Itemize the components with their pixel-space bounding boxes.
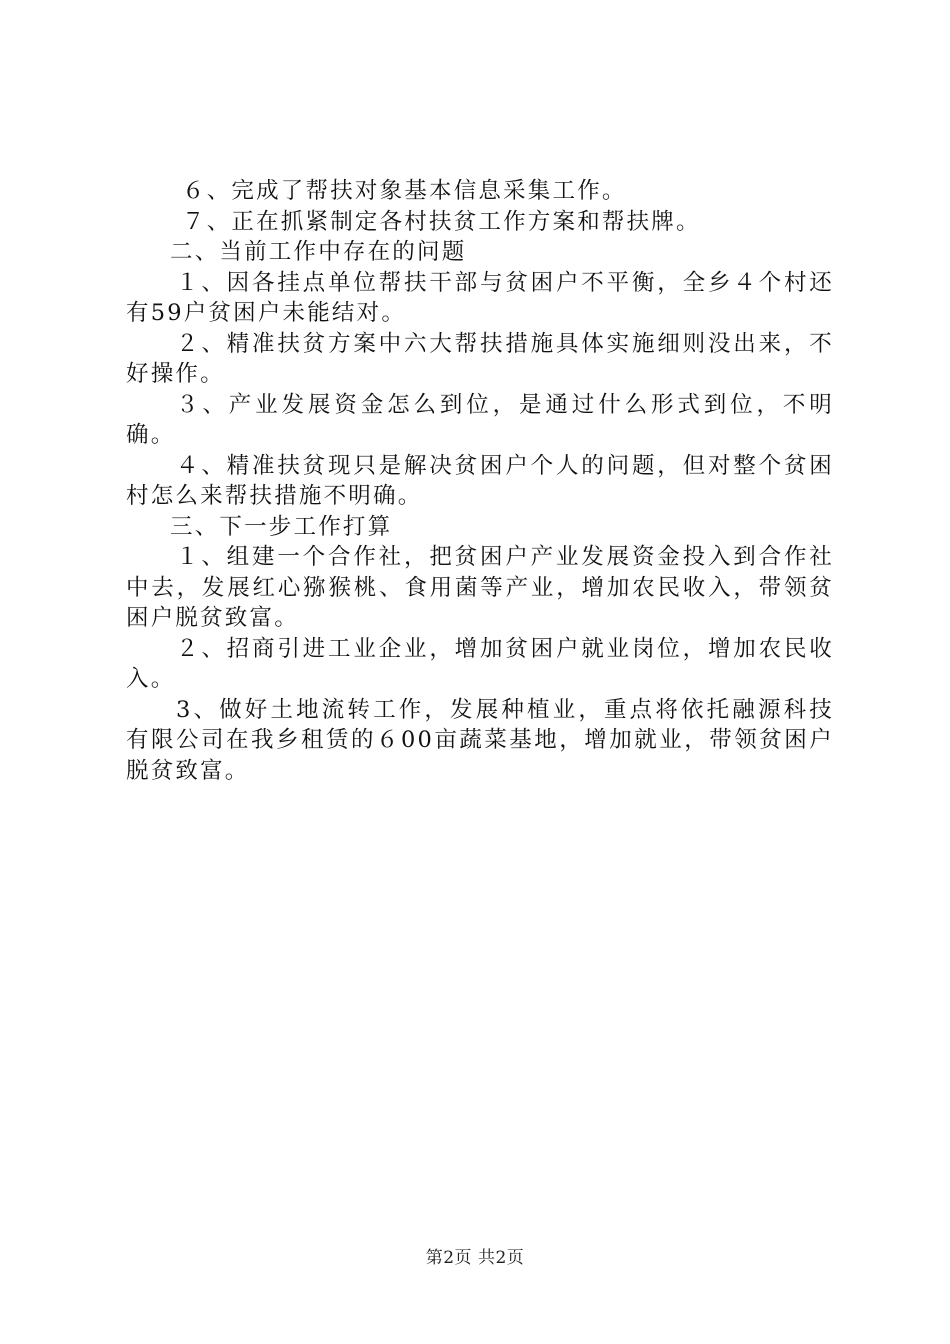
paragraph-item-7: ７、正在抓紧制定各村扶贫工作方案和帮扶牌。 <box>182 208 701 235</box>
problem-item-1: １、因各挂点单位帮扶干部与贫困户不平衡，全乡４个村还有59户贫困户未能结对。 <box>126 269 834 326</box>
plan-item-3: 3、做好土地流转工作，发展种植业，重点将依托融源科技有限公司在我乡租赁的６00亩蔬菜基地，增加就业，带领贫困户脱贫致富。 <box>126 696 834 784</box>
problem-item-3: ３、产业发展资金怎么到位，是通过什么形式到位，不明确。 <box>126 391 834 448</box>
problem-item-4: ４、精准扶贫现只是解决贫困户个人的问题，但对整个贫困村怎么来帮扶措施不明确。 <box>126 452 834 509</box>
plan-item-1: １、组建一个合作社，把贫困户产业发展资金投入到合作社中去，发展红心猕猴桃、食用菌等产业，增加农民收入，带领贫困户脱贫致富。 <box>126 544 834 631</box>
page-footer: 第2页 共2页 <box>425 1248 525 1268</box>
paragraph-item-6: ６、完成了帮扶对象基本信息采集工作。 <box>182 178 627 204</box>
problem-item-2: ２、精准扶贫方案中六大帮扶措施具体实施细则没出来，不好操作。 <box>126 330 834 387</box>
section-heading-problems: 二、当前工作中存在的问题 <box>170 239 467 265</box>
section-heading-next-steps: 三、下一步工作打算 <box>170 513 393 540</box>
plan-item-2: ２、招商引进工业企业，增加贫困户就业岗位，增加农民收入。 <box>126 635 834 692</box>
document-body <box>126 176 834 786</box>
